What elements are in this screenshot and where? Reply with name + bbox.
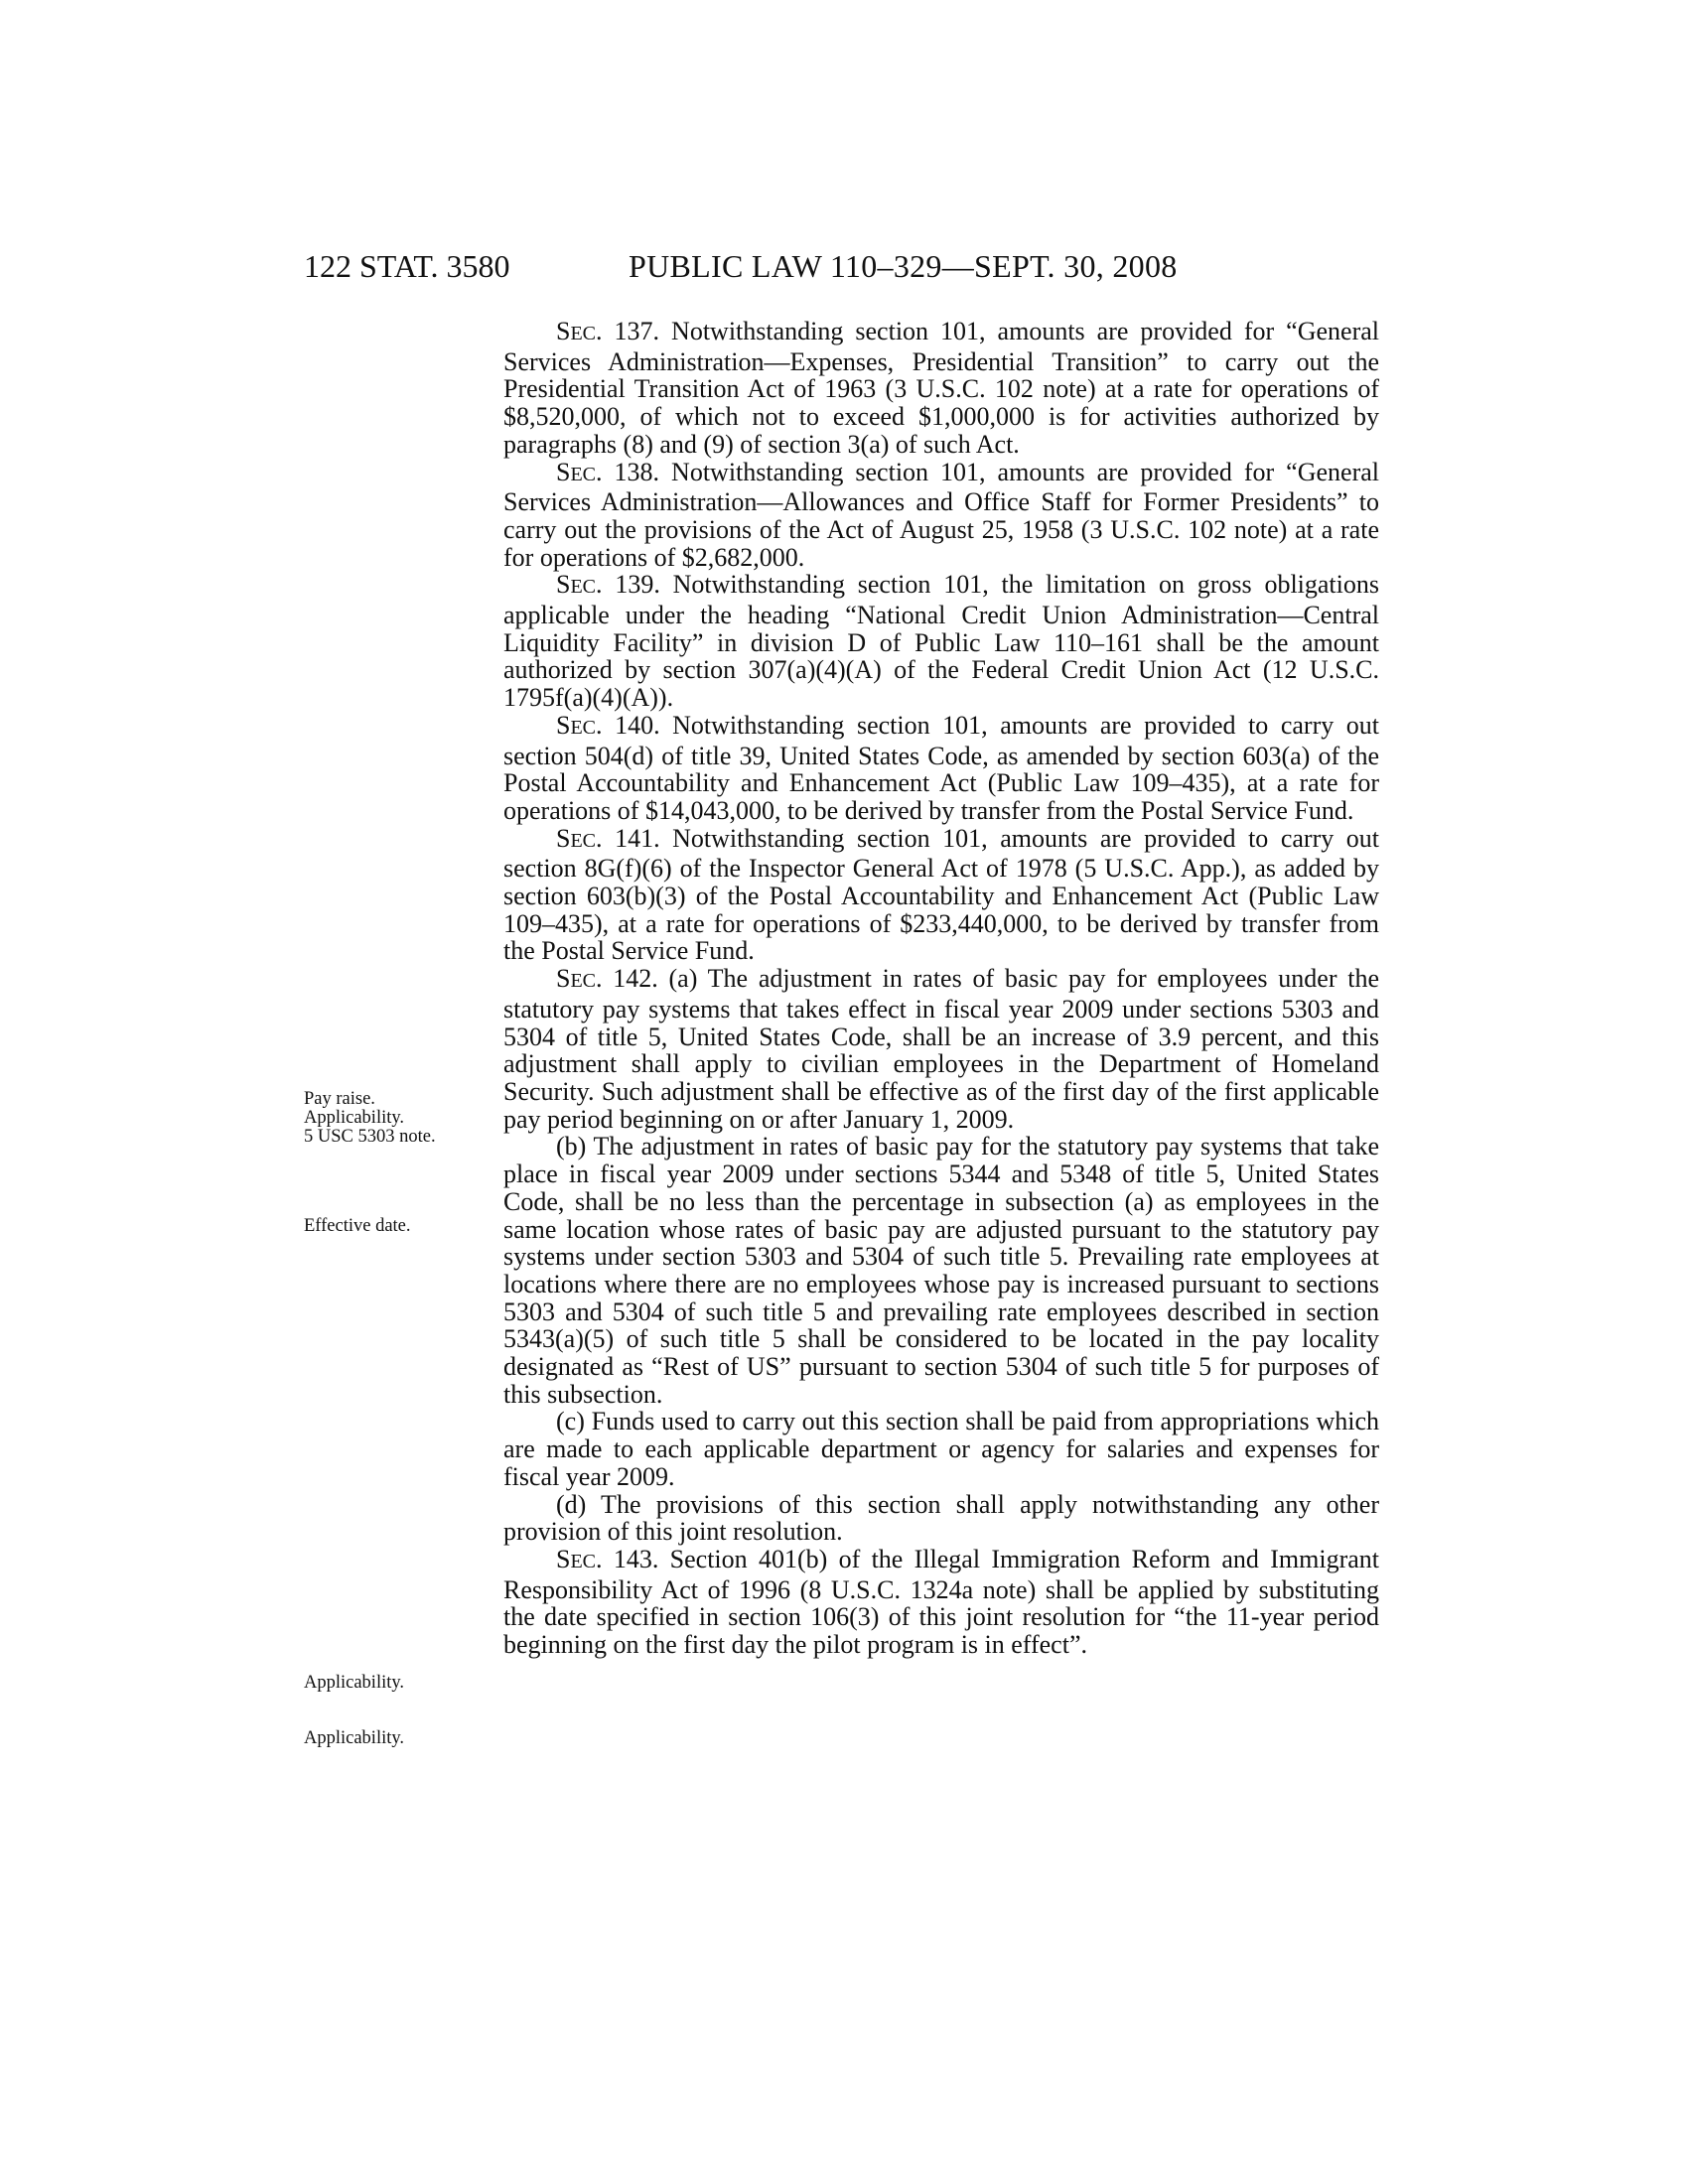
margin-note-applicability: Applicability. xyxy=(304,1728,405,1748)
statute-body xyxy=(503,318,1379,1659)
page-header xyxy=(0,246,1688,286)
section-text: . 138. Notwithstanding section 101, amounts are provided for “General Services Administration—Allowances and Office Staff for Former Presidents” to carry out the provisions of the Act of August 25, 1958 (3 U.S.C. 102 note) at a rate for operations of $2,682,000. xyxy=(503,457,1379,572)
section-142-c: (c) Funds used to carry out this section shall be paid from appropriations which are made to each applicable department or agency for salaries and expenses for fiscal year 2009. xyxy=(503,1407,1379,1491)
section-text: . 142. (a) The adjustment in rates of basic pay for employees under the statutory pay systems that takes effect in fiscal year 2009 under sections 5303 and 5304 of title 5, United States Code, shall be an increase of 3.9 percent, and this adjustment shall apply to civilian employees in the Department of Homeland Security. Such adjustment shall be effective as of the first day of the first applicable pay period beginning on or after January 1, 2009. xyxy=(503,964,1379,1134)
sec-label-initial: S xyxy=(556,457,571,486)
margin-note-pay-raise xyxy=(304,1090,436,1147)
public-law-title: PUBLIC LAW 110–329—SEPT. 30, 2008 xyxy=(629,248,1178,284)
section-text: . 139. Notwithstanding section 101, the limitation on gross obligations applicable under the heading “National Credit Union Administration—Central Liquidity Facility” in division D of Public Law 110–161 shall be the amount authorized by section 307(a)(4)(A) of the Federal Credit Union Act (12 U.S.C. 1795f(a)(4)(A)). xyxy=(503,570,1379,713)
margin-note-line: Pay raise. xyxy=(304,1089,375,1109)
margin-note-line: 5 USC 5303 note. xyxy=(304,1127,436,1147)
sec-label-smallcaps: EC xyxy=(570,463,597,485)
section-142-d: (d) The provisions of this section shall apply notwithstanding any other provision of this joint resolution. xyxy=(503,1489,1379,1547)
sec-label-initial: S xyxy=(556,317,571,345)
sec-label-smallcaps: EC xyxy=(570,970,597,993)
sec-label-smallcaps: EC xyxy=(570,829,597,852)
section-text: . 141. Notwithstanding section 101, amounts are provided to carry out section 8G(f)(6) of the Inspector General Act of 1978 (5 U.S.C. App.), as added by section 603(b)(3) of the Postal Accountability and Enhancement Act (Public Law 109–435), at a rate for operations of $233,440,000, to be derived by transfer from the Postal Service Fund. xyxy=(503,823,1379,966)
sec-label-initial: S xyxy=(556,1544,571,1573)
section-142-a xyxy=(503,965,1379,1133)
sec-label-initial: S xyxy=(556,964,571,994)
section-141 xyxy=(503,825,1379,966)
margin-note-effective-date: Effective date. xyxy=(304,1216,411,1236)
section-text: . 143. Section 401(b) of the Illegal Immigration Reform and Immigrant Responsibility Act of 1996 (8 U.S.C. 1324a note) shall be applied by substituting the date specified in section 106(3) of this joint resolution for “the 11-year period beginning on the first day the pilot program is in effect”. xyxy=(503,1544,1379,1660)
margin-note-line: Applicability. xyxy=(304,1108,405,1128)
section-138 xyxy=(503,459,1379,572)
section-137 xyxy=(503,318,1379,459)
section-140 xyxy=(503,712,1379,825)
section-142-b: (b) The adjustment in rates of basic pay for the statutory pay systems that take place in fiscal year 2009 under sections 5344 and 5348 of title 5, United States Code, shall be no less than the percentage in subsection (a) as employees in the same location whose rates of basic pay are adjusted pursuant to the statutory pay systems under section 5303 and 5304 of such title 5. Prevailing rate employees at locations where there are no employees whose pay is increased pursuant to sections 5303 and 5304 of such title 5 and prevailing rate employees described in section 5343(a)(5) of such title 5 shall be considered to be located in the pay locality designated as “Rest of US” pursuant to section 5304 of such title 5 for purposes of this subsection. xyxy=(503,1132,1379,1409)
section-text: . 137. Notwithstanding section 101, amounts are provided for “General Services Administration—Expenses, Presidential Transition” to carry out the Presidential Transition Act of 1963 (3 U.S.C. 102 note) at a rate for operations of $8,520,000, of which not to exceed $1,000,000 is for activities authorized by paragraphs (8) and (9) of section 3(a) of such Act. xyxy=(503,317,1379,459)
sec-label-smallcaps: EC xyxy=(570,323,597,344)
section-139 xyxy=(503,571,1379,712)
sec-label-initial: S xyxy=(556,570,571,600)
sec-label-smallcaps: EC xyxy=(570,576,597,599)
section-143 xyxy=(503,1546,1379,1659)
sec-label-initial: S xyxy=(556,710,571,740)
statute-page-number: 122 STAT. 3580 xyxy=(304,248,510,284)
sec-label-smallcaps: EC xyxy=(570,716,597,739)
sec-label-initial: S xyxy=(556,823,571,853)
sec-label-smallcaps: EC xyxy=(570,1550,597,1572)
margin-note-applicability: Applicability. xyxy=(304,1673,405,1693)
section-text: . 140. Notwithstanding section 101, amounts are provided to carry out section 504(d) of title 39, United States Code, as amended by section 603(a) of the Postal Accountability and Enhancement Act (Public Law 109–435), at a rate for operations of $14,043,000, to be derived by transfer from the Postal Service Fund. xyxy=(503,710,1379,825)
